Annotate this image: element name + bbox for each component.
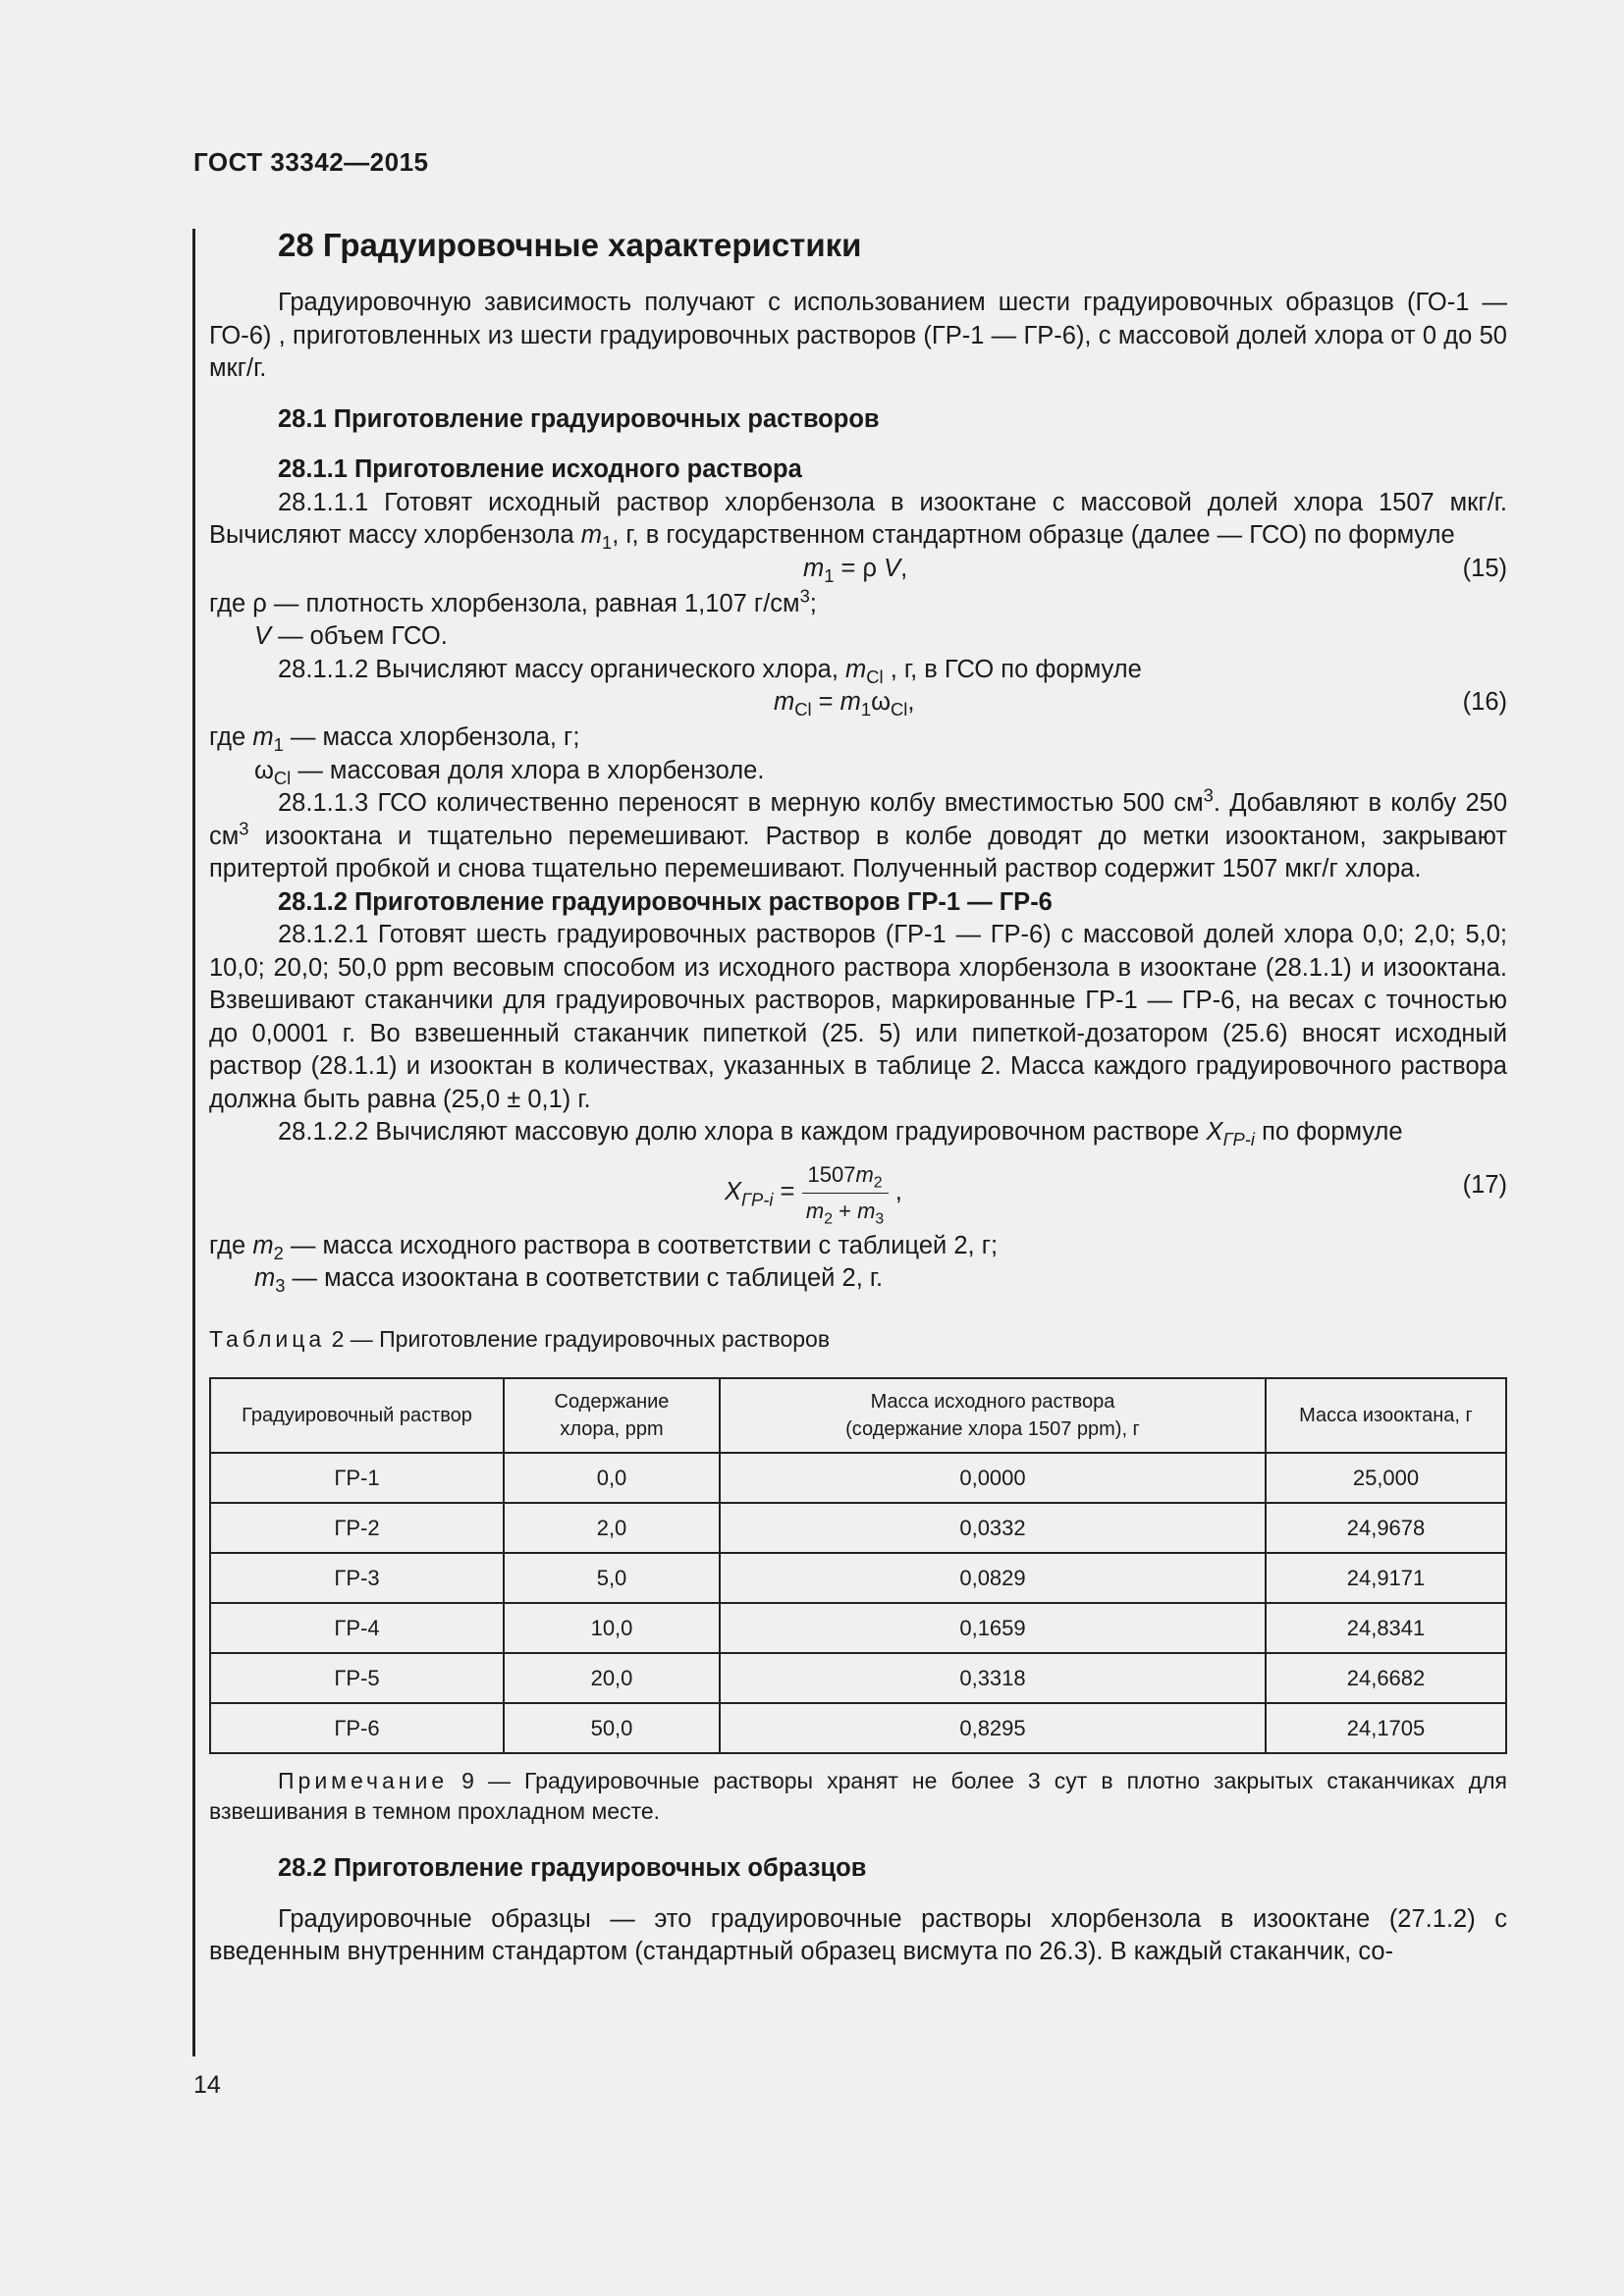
table-cell: 0,0 [504, 1453, 720, 1503]
table-header-row [210, 1378, 1506, 1453]
paragraph-28-1-1-3: 28.1.1.3 ГСО количественно переносят в мерную колбу вместимостью 500 $см^3$. Добавляют в колбу 250 $см^3$ изооктана и тщательно перемешивают. Раствор в колбе доводят до метки изооктаном, закрывают притертой пробкой и снова тщательно перемешивают. Полученный раствор содержит 1507 мкг/г хлора. [209, 784, 1507, 882]
table-cell: 10,0 [504, 1603, 720, 1653]
column-header: Масса исходного раствора (содержание хлора 1507 ppm), г [720, 1378, 1266, 1453]
table-cell: 24,6682 [1266, 1653, 1506, 1703]
formula-15: $m_1 = \rho$ V, (15) [803, 554, 1507, 586]
section-28-2-paragraph: Градуировочные образцы — это градуировочные растворы хлорбензола в изооктане (27.1.2) с введенным внутренним стандартом (стандартный образец висмута по 26.3). В каждый стаканчик, со- [209, 1904, 1507, 1965]
section-28-2-heading: 28.2 Приготовление градуировочных образцов [278, 1854, 867, 1882]
table-cell: 50,0 [504, 1703, 720, 1753]
table-cell: 24,1705 [1266, 1703, 1506, 1753]
paragraph-28-1-2-1: 28.1.2.1 Готовят шесть градуировочных растворов (ГР-1 — ГР-6) с массовой долей хлора 0,0; 2,0; 5,0; 10,0; 20,0; 50,0 ppm весовым способом из исходного раствора хлорбензола в изооктане (28.1.1) и изооктана. Взвешивают стаканчики для градуировочных растворов, маркированные ГР-1 — ГР-6, на весах с точностью до 0,0001 г. Во взвешенный стаканчик пипеткой (25. 5) или пипеткой-дозатором (25.6) вносят исходный раствор (28.1.1) и изооктан в количествах, указанных в таблице 2. Масса каждого градуировочного раствора должна быть равна (25,0 ± 0,1) г. [209, 921, 1507, 1113]
table-cell: 5,0 [504, 1553, 720, 1603]
section-28-1-2-heading: 28.1.2 Приготовление градуировочных растворов ГР-1 — ГР-6 [278, 887, 1053, 916]
table-cell: ГР-1 [210, 1453, 504, 1503]
formula-number: (17) [1462, 1170, 1507, 1199]
table-row [210, 1453, 1506, 1503]
table-cell: ГР-3 [210, 1553, 504, 1603]
table-row [210, 1553, 1506, 1603]
table-cell: 0,0829 [720, 1553, 1266, 1603]
paragraph-28-1-1-2: 28.1.1.2 Вычисляют массу органического хлора, $m_{Cl}$ , г, в ГСО по формуле [278, 655, 1142, 687]
table-cell: ГР-4 [210, 1603, 504, 1653]
table-cell: 24,8341 [1266, 1603, 1506, 1653]
column-header: Содержание хлора, ppm [504, 1378, 720, 1453]
section-28-1-heading: 28.1 Приготовление градуировочных растворов [278, 404, 880, 433]
section-28-1-1-heading: 28.1.1 Приготовление исходного раствора [278, 455, 802, 483]
table-cell: ГР-6 [210, 1703, 504, 1753]
table-cell: 25,000 [1266, 1453, 1506, 1503]
table-cell: 0,3318 [720, 1653, 1266, 1703]
calibration-table [209, 1377, 1507, 1754]
where-clause: где $m_2$ — масса исходного раствора в соответствии с таблицей 2, г; [209, 1231, 999, 1263]
table-row [210, 1653, 1506, 1703]
table-cell: 0,1659 [720, 1603, 1266, 1653]
section-28-intro: Градуировочную зависимость получают с использованием шести градуировочных образцов (ГО-1 — ГО-6) , приготовленных из шести градуировочных растворов (ГР-1 — ГР-6), с массовой долей хлора от 0 до 50 мкг/г. [209, 289, 1507, 382]
paragraph-28-1-2-2: 28.1.2.2 Вычисляют массовую долю хлора в каждом градуировочном растворе $X_{ГР-i}$ по формуле [278, 1118, 1403, 1150]
formula-number: (16) [1462, 688, 1507, 716]
table-cell: 24,9171 [1266, 1553, 1506, 1603]
paragraph-28-1-1-1: 28.1.1.1 Готовят исходный раствор хлорбензола в изооктане с массовой долей хлора 1507 мкг/г. Вычисляют массу хлорбензола $m_1$, г, в государственном стандартном образце (далее — ГСО) по формуле [209, 488, 1507, 554]
table-cell: 0,0332 [720, 1503, 1266, 1553]
table-row [210, 1503, 1506, 1553]
where-clause: где $m_1$ — масса хлорбензола, г; [209, 723, 580, 756]
where-clause: $\omega_{Cl}$ — массовая доля хлора в хлорбензоле. [254, 756, 765, 788]
where-clause: где ρ — плотность хлорбензола, равная 1,107 $г/см^3$; [209, 585, 817, 617]
table-cell: ГР-2 [210, 1503, 504, 1553]
formula-number: (15) [1462, 554, 1507, 582]
table-cell: 0,0000 [720, 1453, 1266, 1503]
column-header: Масса изооктана, г [1266, 1378, 1506, 1453]
table-cell: 20,0 [504, 1653, 720, 1703]
table-cell: 2,0 [504, 1503, 720, 1553]
formula-17: $X_{ГР-i}$ = $\frac{1507m_2}{m_2 + m_3}$ , (17) [725, 1161, 1507, 1227]
where-clause: $m_3$ — масса изооктана в соответствии с таблицей 2, г. [254, 1264, 884, 1297]
page-number: 14 [193, 2071, 221, 2099]
page-content [209, 226, 1507, 1969]
section-28-heading: 28 Градуировочные характеристики [278, 227, 862, 263]
table-caption: Таблица 2 — Приготовление градуировочных растворов [209, 1325, 831, 1352]
table-row [210, 1603, 1506, 1653]
table-cell: ГР-5 [210, 1653, 504, 1703]
fraction: $\frac{1507m_2}{m_2 + m_3}$ [802, 1161, 889, 1225]
table-cell: 0,8295 [720, 1703, 1266, 1753]
where-clause: V — объем ГСО. [254, 622, 448, 650]
table-cell: 24,9678 [1266, 1503, 1506, 1553]
margin-change-bar [192, 229, 195, 2056]
formula-16: $m_{Cl} = m_1\omega_{Cl}$, (16) [774, 688, 1507, 721]
table-row [210, 1703, 1506, 1753]
table-note: Примечание 9 — Градуировочные растворы хранят не более 3 сут в плотно закрытых стаканчиках для взвешивания в темном прохладном месте. [209, 1768, 1507, 1824]
column-header: Градуировочный раствор [210, 1378, 504, 1453]
document-id-header: ГОСТ 33342—2015 [193, 147, 429, 177]
